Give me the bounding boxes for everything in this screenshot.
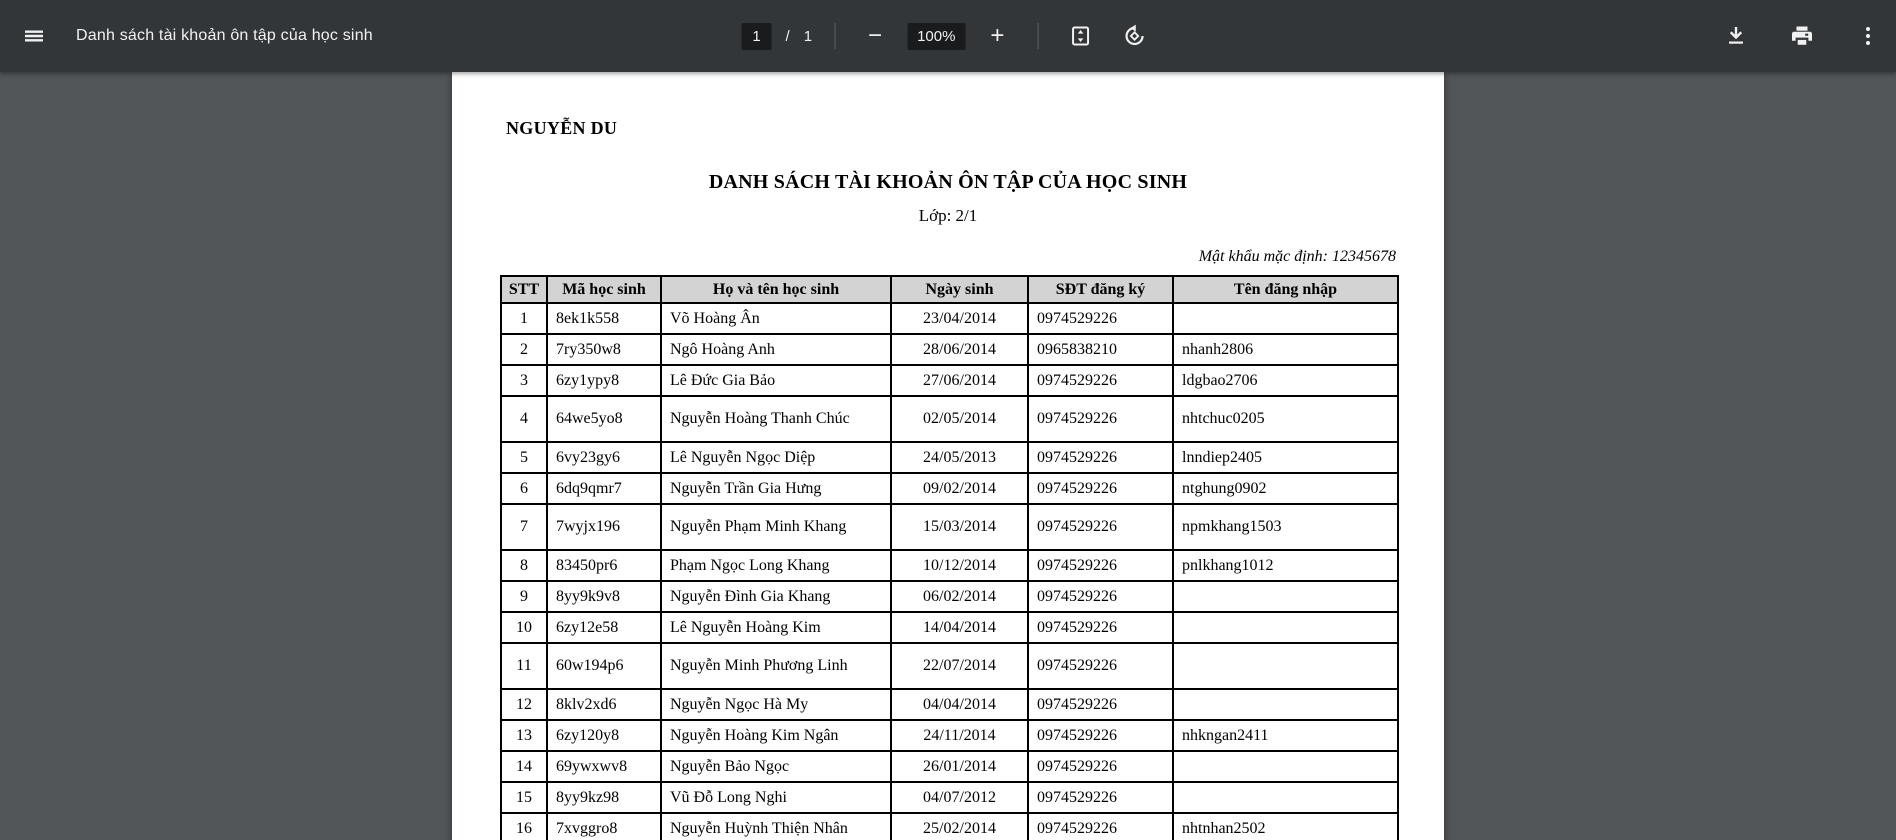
table-cell: 5 <box>501 442 547 473</box>
column-header: Mã học sinh <box>547 276 661 303</box>
table-cell: 83450pr6 <box>547 550 661 581</box>
table-cell: 8yy9k9v8 <box>547 581 661 612</box>
table-cell: 6dq9qmr7 <box>547 473 661 504</box>
table-cell: 10/12/2014 <box>891 550 1028 581</box>
table-cell: nhkngan2411 <box>1173 720 1398 751</box>
toolbar-center-group <box>742 0 1155 72</box>
table-cell: 22/07/2014 <box>891 643 1028 689</box>
table-cell: 7xvggro8 <box>547 813 661 840</box>
table-cell <box>1173 782 1398 813</box>
table-cell: 8 <box>501 550 547 581</box>
table-cell: Nguyễn Hoàng Kim Ngân <box>661 720 891 751</box>
table-cell: Nguyễn Phạm Minh Khang <box>661 504 891 550</box>
fit-to-page-icon <box>1068 24 1092 48</box>
table-cell: nhtnhan2502 <box>1173 813 1398 840</box>
table-cell: 6zy1ypy8 <box>547 365 661 396</box>
default-password-note: Mật khẩu mặc định: 12345678 <box>1198 248 1396 265</box>
print-icon <box>1790 24 1814 48</box>
table-cell: 0974529226 <box>1028 751 1173 782</box>
pdf-toolbar <box>0 0 1896 72</box>
download-button[interactable] <box>1716 16 1756 56</box>
table-row <box>501 473 1398 504</box>
table-cell: nhanh2806 <box>1173 334 1398 365</box>
table-cell: 0965838210 <box>1028 334 1173 365</box>
table-cell: Ngô Hoàng Anh <box>661 334 891 365</box>
table-cell: 28/06/2014 <box>891 334 1028 365</box>
table-cell: Võ Hoàng Ân <box>661 303 891 334</box>
table-cell: 0974529226 <box>1028 782 1173 813</box>
zoom-out-button[interactable]: − <box>857 18 893 54</box>
table-cell: 0974529226 <box>1028 504 1173 550</box>
document-title: Danh sách tài khoản ôn tập của học sinh <box>76 27 373 44</box>
rotate-button[interactable] <box>1114 16 1154 56</box>
table-row <box>501 813 1398 840</box>
menu-button[interactable] <box>14 16 54 56</box>
table-cell: 0974529226 <box>1028 813 1173 840</box>
column-header: Họ và tên học sinh <box>661 276 891 303</box>
table-cell: 23/04/2014 <box>891 303 1028 334</box>
download-icon <box>1724 24 1748 48</box>
toolbar-divider <box>834 23 835 49</box>
table-cell: 0974529226 <box>1028 581 1173 612</box>
table-cell: 04/04/2014 <box>891 689 1028 720</box>
table-cell: 24/11/2014 <box>891 720 1028 751</box>
table-cell: 6 <box>501 473 547 504</box>
table-cell: 02/05/2014 <box>891 396 1028 442</box>
table-cell: ntghung0902 <box>1173 473 1398 504</box>
table-row <box>501 782 1398 813</box>
table-cell: 0974529226 <box>1028 442 1173 473</box>
table-row <box>501 581 1398 612</box>
table-cell: 0974529226 <box>1028 365 1173 396</box>
column-header: Ngày sinh <box>891 276 1028 303</box>
table-cell: Nguyễn Ngọc Hà My <box>661 689 891 720</box>
table-cell: 0974529226 <box>1028 550 1173 581</box>
table-cell: 15/03/2014 <box>891 504 1028 550</box>
document-heading: DANH SÁCH TÀI KHOẢN ÔN TẬP CỦA HỌC SINH <box>708 171 1188 193</box>
column-header: SĐT đăng ký <box>1028 276 1173 303</box>
rotate-counterclockwise-icon <box>1122 24 1146 48</box>
table-cell: 2 <box>501 334 547 365</box>
table-cell: 0974529226 <box>1028 720 1173 751</box>
table-cell: 7 <box>501 504 547 550</box>
table-cell: Nguyễn Đình Gia Khang <box>661 581 891 612</box>
table-cell: Lê Nguyễn Hoàng Kim <box>661 612 891 643</box>
table-cell: 09/02/2014 <box>891 473 1028 504</box>
column-header: Tên đăng nhập <box>1173 276 1398 303</box>
page-number-input[interactable]: 1 <box>742 23 772 50</box>
table-row <box>501 720 1398 751</box>
table-cell: 69ywxwv8 <box>547 751 661 782</box>
table-cell: 13 <box>501 720 547 751</box>
table-cell: 8yy9kz98 <box>547 782 661 813</box>
table-cell: Nguyễn Bảo Ngọc <box>661 751 891 782</box>
table-row <box>501 504 1398 550</box>
pdf-page <box>452 72 1444 840</box>
more-options-button[interactable] <box>1848 16 1888 56</box>
table-row <box>501 396 1398 442</box>
table-cell: 0974529226 <box>1028 689 1173 720</box>
fit-page-button[interactable] <box>1060 16 1100 56</box>
table-row <box>501 303 1398 334</box>
print-button[interactable] <box>1782 16 1822 56</box>
table-cell <box>1173 581 1398 612</box>
table-row <box>501 365 1398 396</box>
table-cell: Nguyễn Trần Gia Hưng <box>661 473 891 504</box>
table-cell: 4 <box>501 396 547 442</box>
zoom-level-input[interactable]: 100% <box>907 23 965 50</box>
table-row <box>501 751 1398 782</box>
table-cell <box>1173 612 1398 643</box>
table-cell: 6vy23gy6 <box>547 442 661 473</box>
table-cell <box>1173 751 1398 782</box>
table-cell: 7ry350w8 <box>547 334 661 365</box>
table-cell: 26/01/2014 <box>891 751 1028 782</box>
table-cell: 0974529226 <box>1028 303 1173 334</box>
table-cell: 64we5yo8 <box>547 396 661 442</box>
table-cell: Vũ Đỗ Long Nghi <box>661 782 891 813</box>
table-row <box>501 334 1398 365</box>
table-cell: lnndiep2405 <box>1173 442 1398 473</box>
table-row <box>501 689 1398 720</box>
table-cell: 1 <box>501 303 547 334</box>
table-cell: 10 <box>501 612 547 643</box>
toolbar-right-group <box>1716 16 1896 56</box>
table-cell: 24/05/2013 <box>891 442 1028 473</box>
table-cell: 15 <box>501 782 547 813</box>
table-cell: 3 <box>501 365 547 396</box>
more-options-icon <box>1856 24 1880 48</box>
school-name: NGUYỄN DU <box>506 118 618 138</box>
table-cell: Lê Đức Gia Bảo <box>661 365 891 396</box>
table-cell: 14/04/2014 <box>891 612 1028 643</box>
table-cell: Nguyễn Minh Phương Linh <box>661 643 891 689</box>
table-cell: 0974529226 <box>1028 473 1173 504</box>
table-cell: 8ek1k558 <box>547 303 661 334</box>
table-cell: 8klv2xd6 <box>547 689 661 720</box>
table-cell <box>1173 303 1398 334</box>
table-cell: 7wyjx196 <box>547 504 661 550</box>
table-cell: 0974529226 <box>1028 643 1173 689</box>
table-cell: Phạm Ngọc Long Khang <box>661 550 891 581</box>
table-cell <box>1173 689 1398 720</box>
table-cell: pnlkhang1012 <box>1173 550 1398 581</box>
table-cell: 25/02/2014 <box>891 813 1028 840</box>
table-cell: nhtchuc0205 <box>1173 396 1398 442</box>
table-cell: 9 <box>501 581 547 612</box>
table-cell: 6zy120y8 <box>547 720 661 751</box>
toolbar-left-group <box>0 16 373 56</box>
table-cell: 11 <box>501 643 547 689</box>
table-cell: 0974529226 <box>1028 396 1173 442</box>
table-cell: 27/06/2014 <box>891 365 1028 396</box>
toolbar-divider <box>1037 23 1038 49</box>
table-row <box>501 550 1398 581</box>
table-row <box>501 442 1398 473</box>
column-header: STT <box>501 276 547 303</box>
page-total: 1 <box>803 27 813 45</box>
table-cell: 06/02/2014 <box>891 581 1028 612</box>
pdf-viewer-area <box>0 72 1896 840</box>
account-table-body <box>501 303 1398 840</box>
table-cell: Nguyễn Huỳnh Thiện Nhân <box>661 813 891 840</box>
table-cell: 14 <box>501 751 547 782</box>
table-cell: npmkhang1503 <box>1173 504 1398 550</box>
table-cell: Nguyễn Hoàng Thanh Chúc <box>661 396 891 442</box>
page-separator: / <box>785 27 790 45</box>
table-header-row <box>501 276 1398 303</box>
table-cell: 04/07/2012 <box>891 782 1028 813</box>
table-cell: 6zy12e58 <box>547 612 661 643</box>
table-row <box>501 612 1398 643</box>
table-row <box>501 643 1398 689</box>
table-cell: ldgbao2706 <box>1173 365 1398 396</box>
table-cell: Lê Nguyễn Ngọc Diệp <box>661 442 891 473</box>
accounts-table <box>500 275 1399 840</box>
zoom-in-button[interactable]: + <box>979 18 1015 54</box>
table-cell: 16 <box>501 813 547 840</box>
table-cell: 60w194p6 <box>547 643 661 689</box>
table-cell <box>1173 643 1398 689</box>
table-cell: 12 <box>501 689 547 720</box>
hamburger-menu-icon <box>22 24 46 48</box>
table-cell: 0974529226 <box>1028 612 1173 643</box>
class-line: Lớp: 2/1 <box>918 206 978 225</box>
